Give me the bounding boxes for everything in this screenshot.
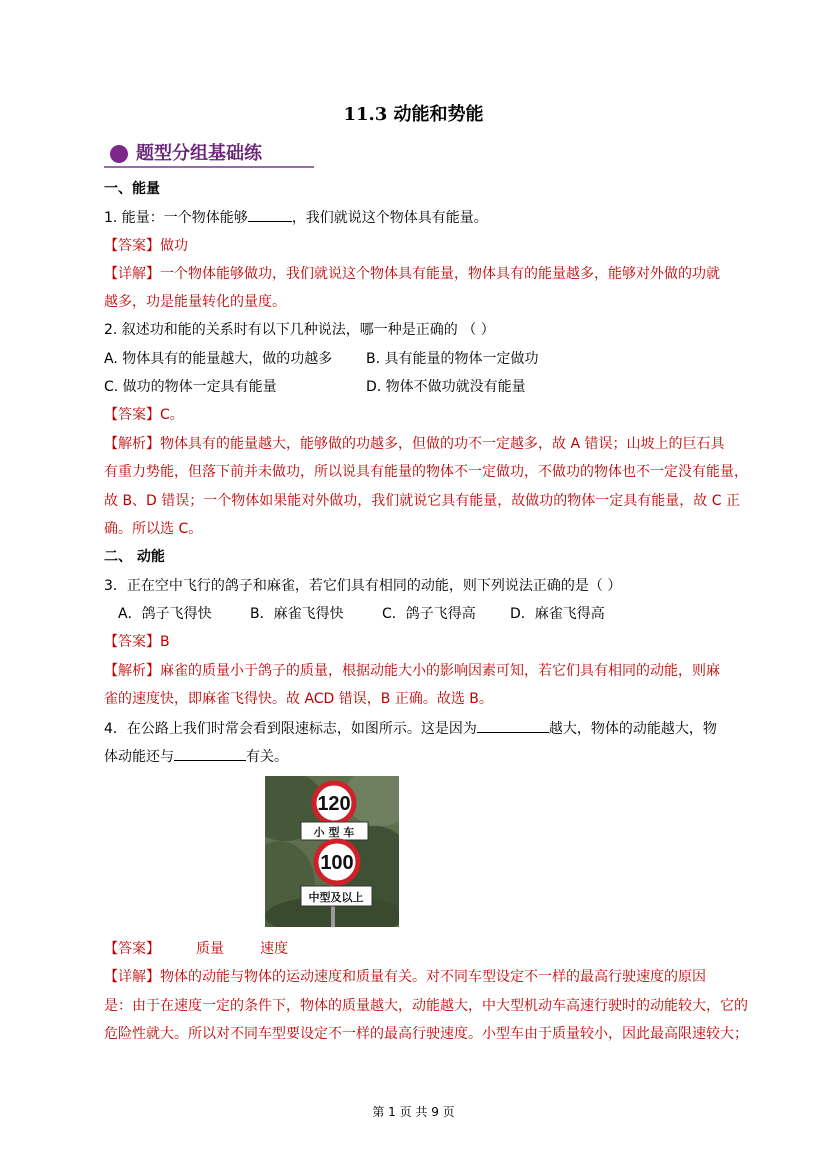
q1-detail-line-1 — [104, 264, 720, 284]
answer-label: 【答案】 — [104, 634, 160, 650]
q2-option-a: A. 物体具有的能量越大，做的功越多 — [104, 351, 333, 367]
sign-bottom-plate: 中型及以上 — [308, 891, 364, 904]
sign-top-speed: 120 — [317, 793, 351, 815]
q2-analysis-line-4: 确。所以选 C。 — [104, 521, 203, 537]
q1-blank — [248, 207, 292, 222]
q2-answer — [104, 405, 184, 425]
q4-detail-line-2: 是：由于在速度一定的条件下，物体的质量越大，动能越大，中大型机动车高速行驶时的动能较大，它的 — [104, 998, 748, 1014]
answer-text: 做功 — [160, 238, 188, 254]
banner-underline — [104, 166, 314, 168]
question-3: 3．正在空中飞行的鸽子和麻雀，若它们具有相同的动能，则下列说法正确的是（ ） — [104, 578, 622, 594]
q4-answer — [104, 939, 288, 959]
detail-text: 物体的动能与物体的运动速度和质量有关。对不同车型设定不一样的最高行驶速度的原因 — [160, 969, 706, 985]
analysis-text: 物体具有的能量越大，能够做的功越多，但做的功不一定越多，故 A 错误；山坡上的巨石具 — [160, 436, 725, 452]
q4-stem-line2-post: 有关。 — [246, 749, 288, 765]
q3-option-c: C．鸽子飞得高 — [382, 606, 476, 622]
section-banner — [104, 142, 314, 168]
analysis-label: 【解析】 — [104, 436, 160, 452]
q3-answer — [104, 632, 170, 652]
q1-stem-post: ，我们就说这个物体具有能量。 — [291, 210, 488, 226]
q1-detail-line-2: 越多，功是能量转化的量度。 — [104, 294, 286, 310]
analysis-text: 麻雀的质量小于鸽子的质量，根据动能大小的影响因素可知，若它们具有相同的动能，则麻 — [160, 663, 720, 679]
q4-detail-line-1 — [104, 967, 706, 987]
q2-option-b: B. 具有能量的物体一定做功 — [366, 351, 539, 367]
q4-blank-2 — [174, 746, 246, 761]
q3-options — [118, 604, 605, 624]
section-heading-energy: 一、能量 — [104, 181, 160, 197]
q1-answer — [104, 236, 188, 256]
detail-text: 一个物体能够做功，我们就说这个物体具有能量，物体具有的能量越多，能够对外做的功就 — [160, 266, 720, 282]
answer-label: 【答案】 — [104, 238, 160, 254]
q3-analysis-line-2: 雀的速度快，即麻雀飞得快。故 ACD 错误，B 正确。故选 B。 — [104, 691, 493, 707]
speed-limit-sign-photo — [265, 776, 399, 927]
detail-label: 【详解】 — [104, 266, 160, 282]
q2-options-row-2 — [104, 377, 526, 397]
sign-top-plate: 小 型 车 — [313, 826, 355, 839]
answer-text-2: 速度 — [260, 941, 288, 957]
q3-analysis-line-1 — [104, 661, 720, 681]
q3-option-b: B．麻雀飞得快 — [250, 606, 344, 622]
q3-option-d: D．麻雀飞得高 — [510, 606, 605, 622]
q2-analysis-line-3: 故 B、D 错误；一个物体如果能对外做功，我们就说它具有能量，故做功的物体一定具有能量，故 C 正 — [104, 493, 740, 509]
q4-stem-pre: 4．在公路上我们时常会看到限速标志，如图所示。这是因为 — [104, 721, 477, 737]
q4-blank-1 — [477, 718, 549, 733]
page-title: 11.3 动能和势能 — [343, 104, 484, 125]
q2-analysis-line-2: 有重力势能，但落下前并未做功，所以说具有能量的物体不一定做功，不做功的物体也不一定没有能量， — [104, 464, 748, 480]
bullet-icon — [110, 145, 128, 163]
answer-text: B — [160, 634, 170, 650]
answer-label: 【答案】 — [104, 407, 160, 423]
q2-analysis-line-1 — [104, 434, 724, 454]
question-4 — [104, 718, 717, 739]
q4-detail-line-3: 危险性就大。所以对不同车型要设定不一样的最高行驶速度。小型车由于质量较小，因此最高限速较大； — [104, 1026, 748, 1042]
q1-stem-pre: 1. 能量：一个物体能够 — [104, 210, 248, 226]
detail-label: 【详解】 — [104, 969, 160, 985]
question-2: 2. 叙述功和能的关系时有以下几种说法，哪一种是正确的 （ ） — [104, 322, 495, 338]
banner-text: 题型分组基础练 — [136, 143, 262, 164]
sign-bottom-speed: 100 — [320, 852, 354, 874]
answer-label: 【答案】 — [104, 941, 160, 957]
q3-option-a: A．鸽子飞得快 — [118, 606, 212, 622]
q2-options-row-1 — [104, 349, 539, 369]
page-footer: 第 1 页 共 9 页 — [372, 1105, 455, 1119]
analysis-label: 【解析】 — [104, 663, 160, 679]
answer-text-1: 质量 — [196, 941, 224, 957]
q2-option-d: D. 物体不做功就没有能量 — [366, 379, 526, 395]
question-4-line-2 — [104, 746, 288, 767]
q4-stem-line2-pre: 体动能还与 — [104, 749, 174, 765]
q4-stem-mid: 越大，物体的动能越大，物 — [548, 721, 717, 737]
q2-option-c: C. 做功的物体一定具有能量 — [104, 379, 277, 395]
question-1 — [104, 207, 488, 228]
section-heading-kinetic: 二、 动能 — [104, 549, 165, 565]
answer-text: C。 — [160, 407, 184, 423]
